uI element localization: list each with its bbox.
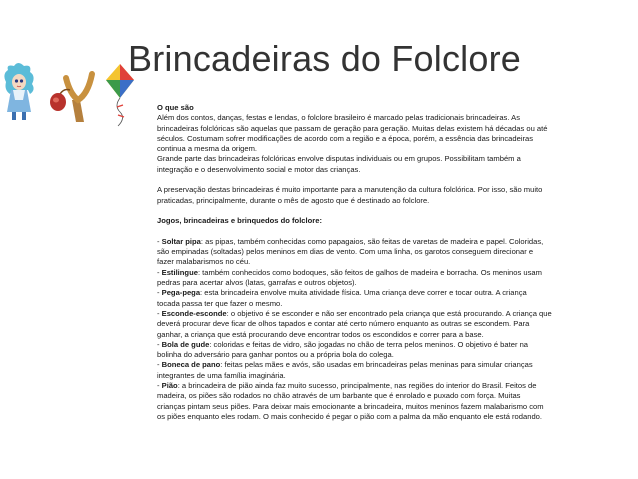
section-heading-o-que-sao: O que são	[157, 103, 194, 112]
kite-icon	[106, 64, 134, 126]
slingshot-icon	[50, 74, 92, 122]
list-item-soltar-pipa: - Soltar pipa: as pipas, também conhecidas como papagaios, são feitas de varetas de madeira e papel. Coloridas,	[157, 236, 544, 246]
list-item-boneca-de-pano: - Boneca de pano: feitas pelas mães e avós, são usadas em brincadeiras pelas meninas para simular crianças	[157, 360, 533, 370]
text-line: Grande parte das brincadeiras folclóricas envolve disputas individuais ou em grupos. Possibilitam também a	[157, 154, 521, 164]
doll-icon	[4, 63, 33, 120]
text-line: praticadas, principalmente, durante o mês de agosto que é destinado ao folclore.	[157, 195, 430, 205]
text-line: brincadeiras folclóricas são aquelas que passam de geração para geração. Muitas delas existem há décadas ou até	[157, 123, 548, 133]
list-item-piao: - Pião: a brincadeira de pião ainda faz muito sucesso, principalmente, nas regiões do interior do Brasil. Feitos de	[157, 381, 537, 391]
text-line: A preservação destas brincadeiras é muito importante para a manutenção da cultura folclórica. Por isso, são muito	[157, 185, 543, 195]
text-line: os piões enquanto eles rodam. O mais conhecido é pegar o pião com a palma da mão enquanto ele está rodando.	[157, 411, 543, 421]
text-line: integração e o desenvolvimento social e motor das crianças.	[157, 164, 361, 174]
list-item-esconde-esconde: - Esconde-esconde: o objetivo é se esconder e não ser encontrado pela criança que está procurando. A criança que	[157, 308, 552, 318]
text-line: Além dos contos, danças, festas e lendas, o folclore brasileiro é marcado pelas tradicionais brincadeiras. As	[157, 113, 521, 123]
text-line: tocada passa ter que fazer o mesmo.	[157, 298, 283, 308]
text-line: bolinha do adversário para ganhar pontos ou a própria bola do colega.	[157, 350, 394, 360]
text-line: são empinadas (soltadas) pelos meninos em dias de vento. Com uma linha, os garotos conseguem direcionar e	[157, 247, 534, 257]
section-heading-jogos: Jogos, brincadeiras e brinquedos do folclore:	[157, 216, 322, 226]
text-line: séculos. Costumam sofrer modificações de acordo com a região e a época, porém, a essência das brincadeiras	[157, 133, 534, 143]
page-title: Brincadeiras do Folclore	[128, 38, 521, 79]
clipart-group	[0, 60, 140, 130]
text-line: deverá procurar deve ficar de olhos tapados e contar até certo número enquanto as outras se escondem. Para	[157, 319, 530, 329]
text-line: pedras para acertar alvos (latas, garrafas e outros objetos).	[157, 278, 357, 288]
text-line: fazer malabarismos no céu.	[157, 257, 251, 267]
list-item-bola-de-gude: - Bola de gude: coloridas e feitas de vidro, são jogadas no chão de terra pelos meninos. O objetivo é bater na	[157, 339, 529, 349]
text-line: ganhar, a criança que está procurando deve encontrar todos os escondidos e correr para a base.	[157, 329, 484, 339]
text-line: crianças pintam seus piões. Para deixar mais emocionante a brincadeira, muitos meninos fazem malabarismo com	[157, 401, 544, 411]
content-body	[157, 103, 627, 422]
text-line: madeira, os piões são rodados no chão através de um barbante que é enrolado e puxado com força. Muitas	[157, 391, 521, 401]
list-item-estilingue: - Estilingue: também conhecidos como bodoques, são feitos de galhos de madeira e borracha. Os meninos usam	[157, 267, 542, 277]
text-line: continua a mesma da origem.	[157, 144, 258, 154]
list-item-pega-pega: - Pega-pega: esta brincadeira envolve muita atividade física. Uma criança deve correr e tocar outra. A criança	[157, 288, 527, 298]
text-line: integrantes de uma família imaginária.	[157, 370, 286, 380]
